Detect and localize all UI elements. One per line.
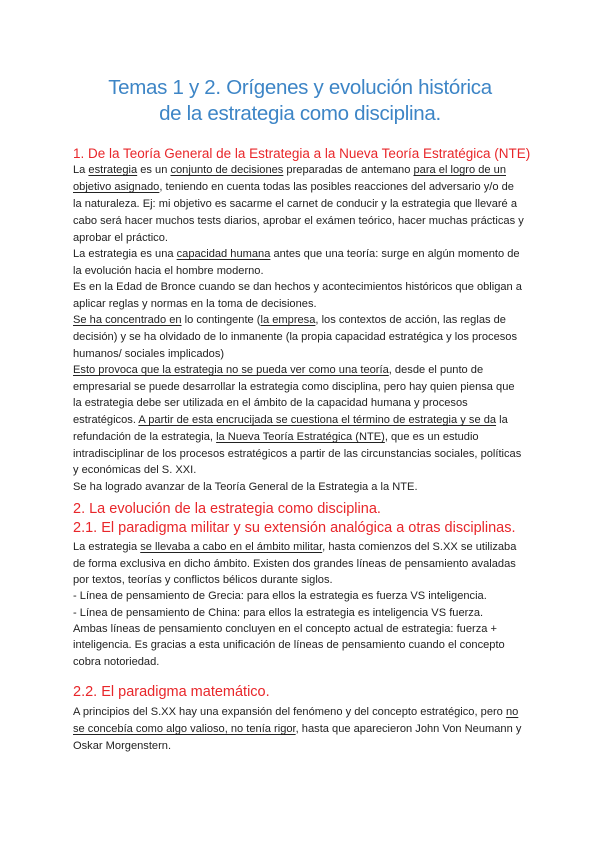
term-concentrado: Se ha concentrado en: [73, 314, 182, 326]
term-encrucijada: A partir de esta encrucijada se cuestiona el término de estrategia y se da: [138, 414, 497, 426]
section-2-1-heading: 2.1. El paradigma militar y su extensión analógica a otras disciplinas.: [73, 520, 516, 536]
document-title-line-2: de la estrategia como disciplina.: [159, 102, 441, 125]
term-estrategia: estrategia: [88, 164, 138, 176]
section-2-2-heading: 2.2. El paradigma matemático.: [73, 684, 270, 700]
s2-line-1: [73, 540, 516, 554]
text: , que es un estudio: [384, 431, 479, 443]
text: , hasta comienzos del S.XX se utilizaba: [322, 541, 517, 553]
s1-line-15: la estrategia debe ser utilizada en el ámbito de la capacidad humana y procesos: [73, 397, 468, 409]
text: , los contextos de acción, las reglas de: [315, 314, 506, 326]
text: antes que una teoría: surge en algún momento de: [270, 248, 520, 260]
s2-line-8: cobra notoriedad.: [73, 656, 160, 668]
text: , desde el punto de: [388, 364, 484, 376]
s1-line-20: Se ha logrado avanzar de la Teoría General de la Estrategia a la NTE.: [73, 481, 418, 493]
term-logro-objetivo: para el logro de un: [413, 164, 506, 176]
term-no: no: [505, 706, 519, 718]
s2-math-line-3: Oskar Morgenstern.: [73, 740, 172, 752]
text: estratégicos.: [73, 414, 139, 426]
term-no-teoria: Esto provoca que la estrategia no se pueda ver como una teoría: [73, 364, 389, 376]
term-ambito-militar: se llevaba a cabo en el ámbito militar: [140, 541, 323, 553]
s1-line-1: [73, 163, 527, 177]
text: La estrategia: [73, 541, 141, 553]
text: , teniendo en cuenta todas las posibles reacciones del adversario y/o de: [159, 181, 514, 193]
text: lo contingente (: [181, 314, 261, 326]
s2-line-2: de forma exclusiva en dicho ámbito. Existen dos grandes líneas de pensamiento avaladas: [73, 558, 516, 570]
text: La: [73, 164, 89, 176]
term-objetivo-asignado: objetivo asignado: [73, 181, 160, 193]
text: es un: [137, 164, 171, 176]
s2-math-line-2: [73, 722, 521, 736]
text: la: [496, 414, 508, 426]
s1-line-13: [73, 363, 527, 377]
text: La estrategia es una: [73, 248, 177, 260]
term-capacidad-humana: capacidad humana: [176, 248, 271, 260]
term-la-empresa: la empresa: [260, 314, 316, 326]
s2-line-4: - Línea de pensamiento de Grecia: para ellos la estrategia es fuerza VS inteligencia.: [73, 590, 487, 602]
document-title-line-1: Temas 1 y 2. Orígenes y evolución histórica: [108, 76, 492, 99]
s1-line-18: intradisciplinar de los procesos estratégicos a partir de las circunstancias sociales, políticas: [73, 448, 522, 460]
s1-line-9: aplicar reglas y normas en la toma de decisiones.: [73, 298, 317, 310]
section-1-heading: 1. De la Teoría General de la Estrategia a la Nueva Teoría Estratégica (NTE): [73, 146, 531, 161]
s1-line-3: la naturaleza. Ej: mi objetivo es sacarme el carnet de conducir y la estrategia que llevaré a: [73, 198, 517, 210]
s1-line-12: humanos/ sociales implicados): [73, 348, 225, 360]
s2-math-line-1: [73, 705, 527, 719]
s1-line-2: [73, 180, 514, 194]
s1-line-11: decisión) y se ha olvidado de lo inmanente (la propia capacidad estratégica y los procesos: [73, 331, 518, 343]
s1-line-8: Es en la Edad de Bronce cuando se dan hechos y acontecimientos históricos que obligan a: [73, 281, 522, 293]
term-nte: la Nueva Teoría Estratégica (NTE): [216, 431, 385, 443]
s2-line-6: Ambas líneas de pensamiento concluyen en el concepto actual de estrategia: fuerza +: [73, 623, 497, 635]
s2-line-7: inteligencia. Es gracias a esta unificación de líneas de pensamiento cuando el concepto: [73, 639, 505, 651]
s1-line-4: cabo será hacer muchos tests diarios, aprobar el exámen teórico, hacer muchas prácticas y: [73, 215, 524, 227]
text: , hasta que aparecieron John Von Neumann y: [295, 723, 522, 735]
text: preparadas de antemano: [283, 164, 414, 176]
section-2-heading: 2. La evolución de la estrategia como disciplina.: [73, 501, 381, 517]
s1-line-16: [73, 413, 508, 427]
text: refundación de la estrategia,: [73, 431, 217, 443]
s1-line-10: [73, 313, 506, 327]
s1-line-14: empresarial se puede desarrollar la estrategia como disciplina, pero hay quien piensa que: [73, 381, 515, 393]
s1-line-6: [73, 247, 520, 261]
s1-line-17: [73, 430, 479, 444]
s2-line-5: - Línea de pensamiento de China: para ellos la estrategia es inteligencia VS fuerza.: [73, 607, 484, 619]
s2-line-3: por textos, teorías y conflictos bélicos durante siglos.: [73, 574, 333, 586]
term-no-rigor: se concebía como algo valioso, no tenía rigor: [73, 723, 296, 735]
term-conjunto-de-decisiones: conjunto de decisiones: [170, 164, 284, 176]
s1-line-5: aprobar el práctico.: [73, 232, 168, 244]
text: A principios del S.XX hay una expansión del fenómeno y del concepto estratégico, pero: [73, 706, 506, 718]
s1-line-7: la evolución hacia el hombre moderno.: [73, 265, 264, 277]
s1-line-19: y económicas del S. XXI.: [73, 464, 197, 476]
